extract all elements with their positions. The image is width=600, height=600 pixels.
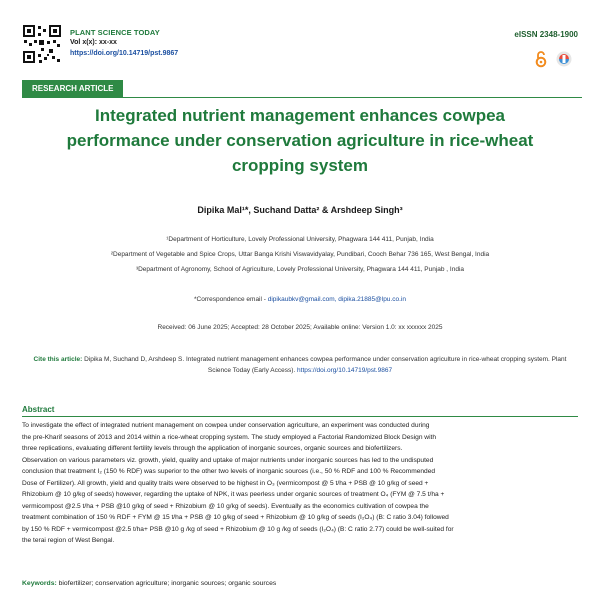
author-list: Dipika Mal¹*, Suchand Datta² & Arshdeep Singh³ bbox=[197, 205, 403, 215]
title-line: cropping system bbox=[231, 156, 369, 175]
affiliation-2: ²Department of Vegetable and Spice Crops, Uttar Banga Krishi Viswavidyalay, Pundibari, Cooch Behar 736 165, West Bengal, India bbox=[110, 251, 490, 258]
email-link-1[interactable]: dipikaubkv@gmail.com bbox=[267, 296, 335, 303]
journal-header bbox=[22, 24, 582, 74]
abstract-line: Rhizobium @ 10 g/kg of seeds) however, regarding the uptake of NPK, it was peerless under organic sources of treatment O₄ (FYM @ 7.5 t/ha + bbox=[22, 491, 445, 498]
header-divider bbox=[22, 97, 582, 98]
keywords bbox=[22, 580, 578, 587]
cite-label: Cite this article: bbox=[33, 356, 85, 363]
publication-dates: Received: 06 June 2025; Accepted: 28 October 2025; Available online: Version 1.0: xx xxxxxx 2025 bbox=[157, 324, 443, 331]
keywords-label: Keywords: bbox=[22, 580, 59, 587]
cite-doi-link[interactable]: https://doi.org/10.14719/pst.9867 bbox=[297, 367, 393, 374]
header-doi-link[interactable]: https://doi.org/10.14719/pst.9867 bbox=[70, 50, 179, 57]
article-type-badge: RESEARCH ARTICLE bbox=[22, 80, 123, 97]
abstract-body bbox=[22, 420, 578, 547]
affiliation-3: ³Department of Agronomy, School of Agriculture, Lovely Professional University, Phagwara 144 411, Punjab , India bbox=[135, 266, 465, 273]
eissn: eISSN 2348-1900 bbox=[514, 30, 578, 39]
abstract-heading: Abstract bbox=[22, 405, 55, 414]
cite-text: Dipika M, Suchand D, Arshdeep S. Integrated nutrient management enhances cowpea performance under conservation agriculture in rice-wheat cropping system. Plant Science Today (Early Access). bbox=[84, 356, 567, 374]
abstract-line: vermicompost @2.5 t/ha + PSB @10 g/kg of seed + Rhizobium @ 10 g/kg of seeds). Eventually as the economics cultivation of cowpea the bbox=[22, 502, 429, 510]
correspondence-label: *Correspondence email - bbox=[194, 296, 268, 303]
abstract-line: the terai region of West Bengal. bbox=[22, 537, 115, 544]
abstract-line: by 150 % RDF + vermicompost @2.5 t/ha+ PSB @10 g /kg of seed + Rhizobium @ 10 g /kg of seeds (I₂O₄) (B: C ratio 2.77) could be well-suited for bbox=[22, 525, 454, 533]
article-title bbox=[40, 103, 560, 178]
abstract-line: Dose of Fertilizer). All growth, yield and quality traits were observed to be highest in O₃ (vermicompost @ 5 t/ha + PSB @ 10 g/kg of seed + bbox=[22, 479, 429, 487]
citation-block bbox=[22, 354, 578, 376]
abstract-line: treatment combination of 150 % RDF + FYM @ 15 t/ha + PSB @ 10 g/kg of seed + Rhizobium @ 10 g/kg of seeds (I₂O₄) (B: C ratio 3.04) followed bbox=[22, 514, 449, 521]
email-separator: , bbox=[334, 296, 339, 303]
journal-name: PLANT SCIENCE TODAY bbox=[70, 28, 160, 37]
abstract-divider bbox=[22, 416, 578, 417]
abstract-line: conclusion that treatment I₂ (150 % RDF) was superior to the other two levels of inorganic sources (i.e., 50 % RDF and 100 % Recommended bbox=[22, 468, 436, 475]
crossmark-icon[interactable] bbox=[556, 51, 572, 67]
abstract-line: Observation on various parameters viz. growth, yield, quality and uptake of major nutrients under inorganic sources has led to the undisputed bbox=[22, 456, 434, 464]
title-line: Integrated nutrient management enhances cowpea bbox=[95, 106, 505, 125]
open-access-icon bbox=[534, 50, 548, 68]
title-line: performance under conservation agriculture in rice-wheat bbox=[66, 131, 534, 150]
abstract-line: three replications, evaluating different fertility levels through the application of inorganic sources, organic sources and biofertilizers. bbox=[22, 445, 403, 452]
abstract-line: To investigate the effect of integrated nutrient management on cowpea under conservation agriculture, an experiment was conducted during bbox=[22, 422, 430, 429]
keywords-text: biofertilizer; conservation agriculture; inorganic sources; organic sources bbox=[58, 580, 277, 587]
abstract-line: the pre-Kharif seasons of 2013 and 2014 within a rice-wheat cropping system. The study employed a Factorial Randomized Block Design with bbox=[22, 433, 437, 441]
journal-volume: Vol x(x): xx-xx bbox=[70, 39, 117, 46]
email-link-2[interactable]: dipika.21885@lpu.co.in bbox=[338, 296, 406, 303]
affiliation-1: ¹Department of Horticulture, Lovely Professional University, Phagwara 144 411, Punjab, India bbox=[166, 236, 434, 243]
qr-code-icon bbox=[22, 24, 62, 64]
correspondence bbox=[40, 296, 560, 303]
